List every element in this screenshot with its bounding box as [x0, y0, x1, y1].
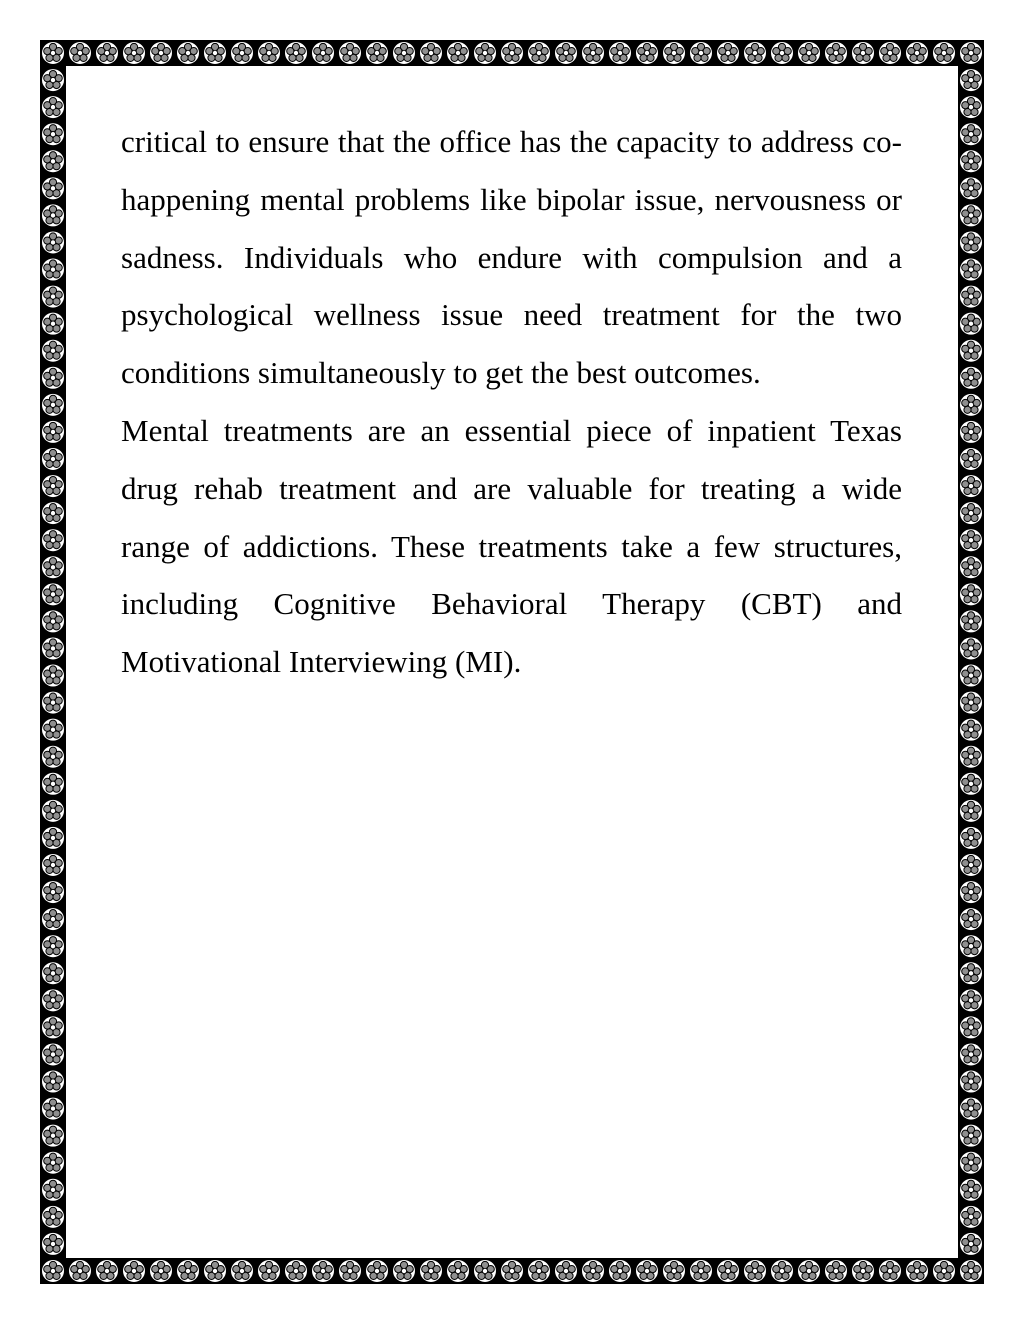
- document-body: [121, 113, 902, 691]
- paragraph-1: critical to ensure that the office has the capacity to address co-happening mental problems like bipolar issue, nervousness or sadness. Individuals who endure with compulsion and a psychological wellness issue need treatment for the two conditions simultaneously to get the best outcomes.: [121, 124, 902, 391]
- paragraph-2: Mental treatments are an essential piece of inpatient Texas drug rehab treatment and are valuable for treating a wide range of addictions. These treatments take a few structures, including Cognitive Behavioral Therapy (CBT) and Motivational Interviewing (MI).: [121, 412, 902, 680]
